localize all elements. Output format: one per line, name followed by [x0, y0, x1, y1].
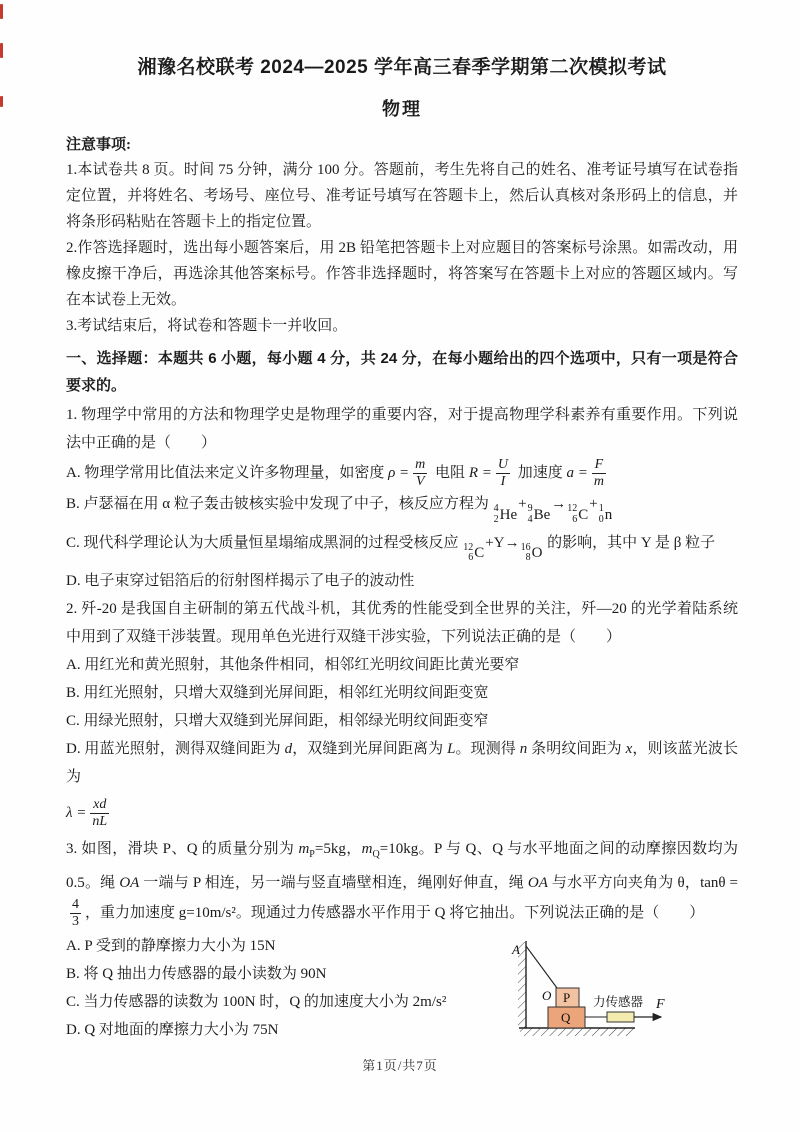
option-text: D. 用蓝光照射，测得双缝间距为: [66, 741, 285, 758]
question-1-option-d: D. 电子束穿过铝箔后的衍射图样揭示了电子的波动性: [66, 573, 415, 590]
question-1-option-c: [66, 529, 738, 568]
option-text: ，则该蓝光波长为: [66, 741, 738, 786]
option-text: A. 物理学常用比值法来定义许多物理量，如密度: [66, 465, 389, 482]
question-1-option-a: [66, 457, 738, 490]
label-O: O: [542, 988, 552, 1004]
option-text: C. 现代科学理论认为大质量恒星塌缩成黑洞的过程受核反应: [66, 534, 463, 551]
symbol-L: L: [447, 741, 456, 758]
question-3-option-c: C. 当力传感器的读数为 100N 时，Q 的加速度大小为 2m/s²: [66, 994, 447, 1011]
question-3-option-a: A. P 受到的静摩擦力大小为 15N: [66, 938, 276, 955]
scan-mark: [0, 96, 3, 107]
plus-sign: +: [518, 496, 527, 513]
symbol-OA: OA: [119, 875, 140, 892]
symbol-OA: OA: [527, 875, 548, 892]
option-text: 加速度: [513, 465, 567, 482]
symbol-n: n: [519, 741, 528, 758]
plus-sign: +: [589, 496, 598, 513]
fraction-xd-over-nL: $\frac{xd}{nL}$: [92, 797, 108, 830]
nuclide-n-1-0: 1 0 n: [598, 503, 613, 525]
fraction-F-over-m: $\frac{F}{m}$: [593, 457, 604, 490]
rope-OA: [526, 946, 557, 988]
nuclide-He-4-2: 4 2 He: [493, 503, 518, 525]
label-P: P: [563, 990, 571, 1006]
stem-text: ，重力加速度 g=10m/s²。现通过力传感器水平作用于 Q 将它抽出。下列说法正确的是（ ）: [85, 905, 705, 922]
option-text: 。现测得: [455, 741, 520, 758]
label-F: F: [656, 997, 665, 1013]
stem-text: 与水平方向夹角为 θ，tanθ =: [547, 875, 738, 892]
ground-hatching: [520, 1028, 634, 1036]
stem-text: =5kg，: [314, 841, 362, 858]
symbol-x: x: [625, 741, 633, 758]
nuclide-C-12-6: 12 6 C: [463, 541, 485, 564]
symbol-rho: ρ =: [388, 465, 410, 482]
label-force-sensor: 力传感器: [593, 995, 644, 1010]
symbol-d: d: [284, 741, 293, 758]
question-3-options: [66, 932, 738, 1050]
force-sensor: [607, 1012, 634, 1022]
notice-item-2: 2.作答选择题时，选出每小题答案后，用 2B 铅笔把答题卡上对应题目的答案标号涂黑。如需改动，用橡皮擦干净后，再选涂其他答案标号。作答非选择题时，将答案写在答题卡上对应的答题区域内。写在本试卷上无效。: [66, 240, 738, 308]
stem-text: 一端与 P 相连，另一端与竖直墙壁相连，绳刚好伸直，绳: [139, 875, 528, 892]
label-A: A: [512, 942, 520, 958]
nuclide-Be-9-4: 9 4 Be: [527, 503, 551, 525]
stem-text: =10kg。P 与 Q、Q 与水平地面之间的动摩擦因数均为 0.5。绳: [66, 841, 738, 892]
option-text: 条明纹间距为: [527, 741, 626, 758]
question-2-option-a: A. 用红光和黄光照射，其他条件相同，相邻红光明纹间距比黄光要窄: [66, 657, 520, 674]
nuclide-C-12-6: 12 6 C: [567, 503, 589, 525]
section-heading: 一、选择题：本题共 6 小题，每小题 4 分，共 24 分，在每小题给出的四个选项中，只有一项是符合要求的。: [66, 350, 738, 394]
subscript-Q: Q: [372, 849, 380, 861]
symbol-R: R =: [468, 465, 492, 482]
scan-mark: [0, 4, 3, 19]
option-text: 电阻: [431, 465, 469, 482]
symbol-a: a =: [566, 465, 588, 482]
question-3-option-d: D. Q 对地面的摩擦力大小为 75N: [66, 1022, 279, 1039]
fraction-U-over-I: $\frac{U}{I}$: [497, 457, 508, 490]
reaction-arrow: +Y→: [485, 534, 520, 551]
question-3-option-b: B. 将 Q 抽出力传感器的最小读数为 90N: [66, 966, 327, 983]
option-text: ，双缝到光屏间距离为: [292, 741, 448, 758]
nuclide-O-16-8: 16 8 O: [520, 541, 543, 564]
wavelength-formula: [66, 793, 738, 833]
symbol-m: m: [361, 841, 373, 858]
label-Q: Q: [561, 1010, 571, 1026]
notice-item-1: 1.本试卷共 8 页。时间 75 分钟，满分 100 分。答题前，考生先将自己的姓名、准考证号填写在试卷指定位置，并将姓名、考场号、座位号、准考证号填写在答题卡上，然后认真核对条形码上的信息，并将条形码粘贴在答题卡上的指定位置。: [66, 162, 738, 230]
stem-text: 3. 如图，滑块 P、Q 的质量分别为: [66, 841, 299, 858]
question-2-stem: 2. 歼-20 是我国自主研制的第五代战斗机，其优秀的性能受到全世界的关注，歼—20 的光学着陆系统中用到了双缝干涉装置。现用单色光进行双缝干涉实验，下列说法正确的是（ ）: [66, 601, 738, 646]
question-2-option-d: [66, 735, 738, 791]
option-text: 的影响，其中 Y 是 β 粒子: [543, 534, 716, 551]
symbol-lambda: λ =: [66, 805, 87, 822]
fraction-4-over-3: $\frac{4}{3}$: [72, 897, 79, 930]
subscript-P: P: [309, 849, 315, 861]
question-3-figure: [509, 932, 724, 1050]
question-2-option-b: B. 用红光照射，只增大双缝到光屏间距，相邻红光明纹间距变宽: [66, 685, 489, 702]
symbol-m: m: [298, 841, 310, 858]
arrow-sign: →: [551, 496, 567, 513]
page-number: 第1页/共7页: [362, 1058, 438, 1073]
question-1-stem: 1. 物理学中常用的方法和物理学史是物理学的重要内容，对于提高物理学科素养有重要作用。下列说法中正确的是（ ）: [66, 407, 738, 451]
question-3-stem: [66, 835, 738, 930]
fraction-m-over-V: $\frac{m}{V}$: [415, 457, 426, 490]
exam-title: 湘豫名校联考 2024—2025 学年高三春季学期第二次模拟考试: [137, 57, 667, 78]
exam-subject: 物理: [382, 99, 422, 119]
option-text: B. 卢瑟福在用 α 粒子轰击铍核实验中发现了中子，核反应方程为: [66, 496, 493, 513]
question-1-option-b: [66, 490, 738, 529]
notice-item-3: 3.考试结束后，将试卷和答题卡一并收回。: [66, 318, 348, 334]
question-2-option-c: C. 用绿光照射，只增大双缝到光屏间距，相邻绿光明纹间距变窄: [66, 713, 489, 730]
notice-heading: 注意事项:: [66, 137, 131, 153]
scan-mark: [0, 43, 3, 58]
